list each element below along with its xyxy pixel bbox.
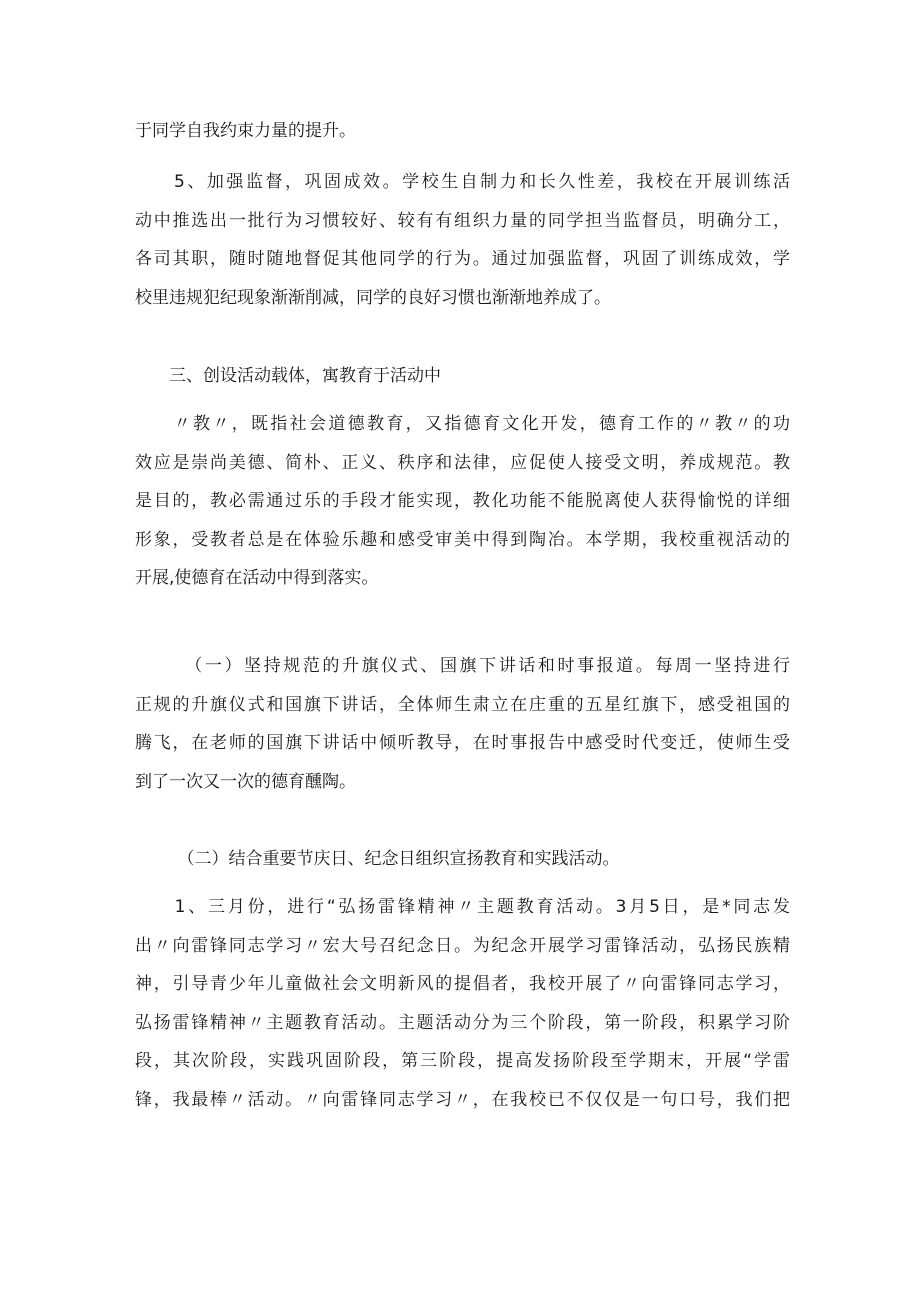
text-line: 各司其职，随时随地督促其他同学的行为。通过加强监督，巩固了训练成效，学 bbox=[135, 249, 790, 269]
text-line: 〃教〃，既指社会道德教育，又指德育文化开发，德育工作的〃教〃的功 bbox=[135, 414, 790, 434]
text-line: 到了一次又一次的德育醺陶。 bbox=[135, 771, 356, 792]
heading-line: 三、创设活动载体，寓教育于活动中 bbox=[135, 366, 441, 386]
text-line: （一）坚持规范的升旗仪式、国旗下讲话和时事报道。每周一坚持进行 bbox=[135, 656, 790, 676]
text-line: 开展,使德育在活动中得到落实。 bbox=[135, 568, 379, 588]
text-line: 锋，我最棒〃活动。〃向雷锋同志学习〃，在我校已不仅仅是一句口号，我们把 bbox=[135, 1089, 790, 1110]
paragraph-continuation bbox=[135, 112, 790, 151]
section-heading bbox=[135, 357, 790, 396]
text-line: 正规的升旗仪式和国旗下讲话，全体师生肃立在庄重的五星红旗下，感受祖国的 bbox=[135, 694, 790, 715]
text-line: 出〃向雷锋同志学习〃宏大号召纪念日。为纪念开展学习雷锋活动，弘扬民族精 bbox=[135, 935, 790, 956]
text-line: 神，引导青少年儿童做社会文明新风的提倡者，我校开展了〃向雷锋同志学习， bbox=[135, 974, 790, 994]
text-line: 腾飞，在老师的国旗下讲话中倾听教导，在时事报告中感受时代变迁，使师生受 bbox=[135, 733, 790, 753]
text-line: 形象，受教者总是在体验乐趣和感受审美中得到陶冶。本学期，我校重视活动的 bbox=[135, 529, 790, 550]
text-line: 弘扬雷锋精神〃主题教育活动。主题活动分为三个阶段，第一阶段，积累学习阶 bbox=[135, 1012, 790, 1033]
paragraph-supervision bbox=[135, 163, 790, 317]
heading-line: （二）结合重要节庆日、纪念日组织宣扬教育和实践活动。 bbox=[135, 849, 620, 869]
paragraph-education bbox=[135, 405, 790, 598]
text-line: 于同学自我约束力量的提升。 bbox=[135, 121, 356, 141]
text-line: 段，其次阶段，实践巩固阶段，第三阶段，提高发扬阶段至学期末，开展“学雷 bbox=[135, 1051, 790, 1071]
paragraph-lei-feng bbox=[135, 888, 790, 1119]
text-line: 5、加强监督，巩固成效。学校生自制力和长久性差，我校在开展训练活 bbox=[135, 172, 790, 192]
text-line: 校里违规犯纪现象渐渐削减，同学的良好习惯也渐渐地养成了。 bbox=[135, 287, 611, 308]
text-line: 1、三月份，进行“弘扬雷锋精神〃主题教育活动。3月5日，是*同志发 bbox=[135, 897, 790, 917]
text-line: 是目的，教必需通过乐的手段才能实现，教化功能不能脱离使人获得愉悦的详细 bbox=[135, 491, 790, 511]
text-line: 效应是崇尚美德、简朴、正义、秩序和法律，应促使人接受文明，养成规范。教 bbox=[135, 452, 790, 473]
subsection-heading bbox=[135, 840, 790, 879]
paragraph-flag-ceremony bbox=[135, 647, 790, 801]
text-line: 动中推选出一批行为习惯较好、较有有组织力量的同学担当监督员，明确分工， bbox=[135, 210, 790, 231]
